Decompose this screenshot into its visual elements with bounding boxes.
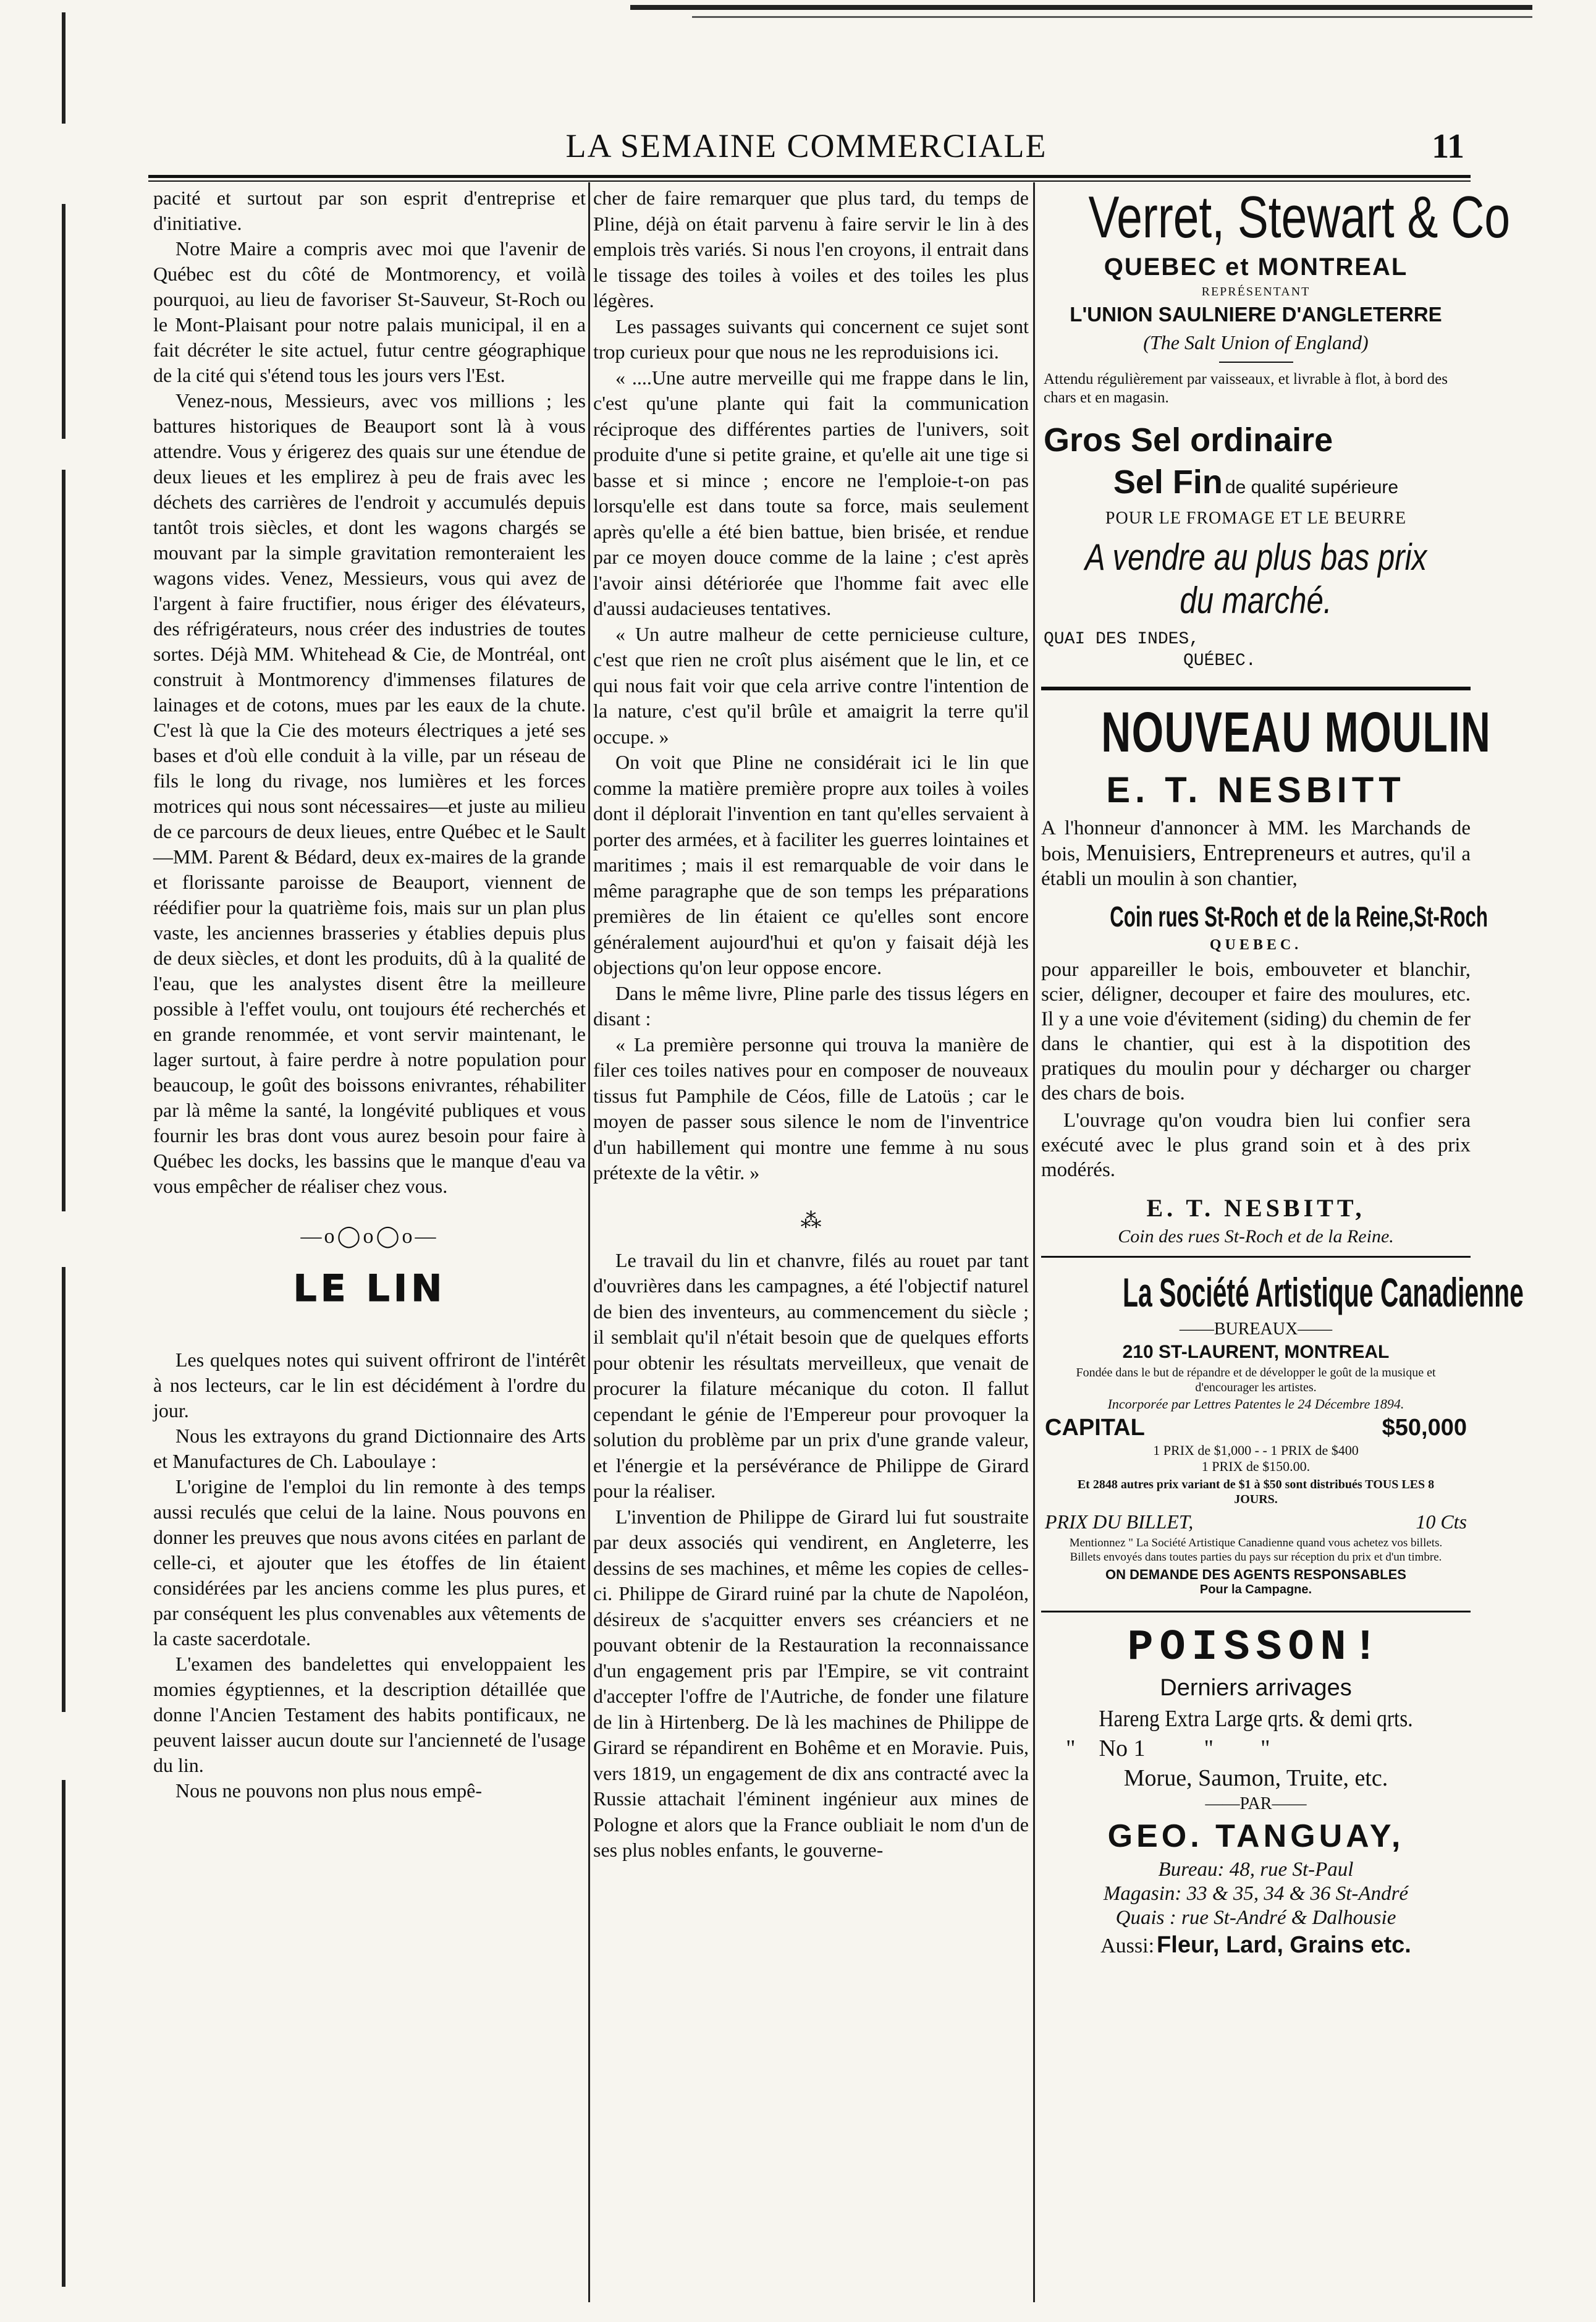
paragraph: « Un autre malheur de cette pernicieuse culture, c'est que rien ne croît plus aisément que le lin, et ce qui nous fait voir que cela arrive contre l'intention de la nature, c'est qu'il brûle et amaigrit la terre qu'il occupe. » [593,622,1029,748]
asterism: ⁂ [800,1209,822,1232]
ad-sel-fin: Sel Fin [1113,464,1223,501]
ad-nouveau-moulin [1041,701,1492,1247]
ad-societe-agents: ON DEMANDE DES AGENTS RESPONSABLES [1105,1567,1406,1582]
paragraph: L'examen des bandelettes qui enveloppaient les momies égyptiennes, et la description détaillée que donne l'Ancien Testament des habits pontificaux, ne peuvent laisser aucun doute sur l'ancienneté de l'usage du lin. [153,1653,586,1776]
ad-moulin-text-3: L'ouvrage qu'on voudra bien lui confier sera exécuté avec le plus grand soin et à des prix modérés. [1041,1109,1471,1181]
ad-delivery-note: Attendu régulièrement par vaisseaux, et livrable à flot, à bord des chars et en magasin. [1044,371,1448,406]
margin-mark [62,1267,65,1712]
ad-union-english: (The Salt Union of England) [1143,331,1369,354]
ad-usage: POUR LE FROMAGE ET LE BEURRE [1105,509,1407,528]
ad-poisson-name: GEO. TANGUAY, [1107,1818,1404,1854]
ad-address-2: QUÉBEC. [1183,651,1256,671]
section-title: LE LIN [293,1267,446,1310]
paragraph: L'invention de Philippe de Girard lui fut soustraite par deux associés qui vendirent, en Angleterre, les dessins de ses machines, et même les copies de celles-ci. Philippe de Girard ruiné par la chute de Napoléon, désireux de s'acquitter envers ses créanciers et ne pouvant obtenir de la Restauration la reconnaissance d'un engagement pris par l'Empire, se vit contraint d'accepter l'offre de l'Autriche, de fonder une filature de lin à Hirtenberg. De là les machines de Philippe de Girard se répandirent en Bohême et en Moravie. Puis, vers 1819, un engagement de dix ans contracté avec la Russie attachait l'éminent ingénieur aux mines de Pologne et alors que la France oubliait le nom d'un de ses plus nobles enfants, le gouverne- [593,1505,1029,1861]
ad-prizes-2: 1 PRIX de $150.00. [1201,1459,1311,1474]
ad-representing: REPRÉSENTANT [1201,285,1311,299]
margin-mark [62,12,65,124]
ad-poisson-aussi: Fleur, Lard, Grains etc. [1157,1932,1411,1958]
ad-cities: QUEBEC et MONTREAL [1104,253,1408,281]
column-1 [153,185,586,2299]
ad-societe-bureaux: ——BUREAUX—— [1179,1320,1333,1339]
ad-divider [1041,1611,1471,1612]
ad-societe-address: 210 ST-LAURENT, MONTREAL [1122,1342,1390,1362]
ad-billet-line [1045,1511,1467,1533]
ad-moulin-city: QUEBEC. [1209,937,1303,953]
ad-poisson-par: ——PAR—— [1205,1794,1307,1813]
ad-poisson [1041,1624,1471,1959]
column-3-ads [1041,184,1524,2299]
paragraph: Les quelques notes qui suivent offriront de l'intérêt à nos lecteurs, car le lin est décidément à l'ordre du jour. [153,1349,586,1422]
ad-moulin-text-1-big: Menuisiers, Entrepreneurs [1086,840,1335,866]
ad-moulin-text-1 [1041,816,1471,891]
ad-societe-incorporated: Incorporée par Lettres Patentes le 24 Décembre 1894. [1107,1396,1404,1412]
ad-billet-label: PRIX DU BILLET, [1045,1511,1194,1533]
newspaper-title: LA SEMAINE COMMERCIALE [565,127,1047,164]
ad-societe-founded: Fondée dans le but de répandre et de développer le goût de la musique et d'encourager les artistes. [1076,1366,1436,1394]
ad-divider [1041,687,1471,690]
header-rule [148,175,1471,178]
page-header [148,127,1464,170]
ad-societe-title: La Société Artistique Canadienne [1123,1269,1524,1315]
margin-mark [62,1780,65,2287]
ad-moulin-title: NOUVEAU MOULIN [1101,701,1492,764]
paragraph: pacité et surtout par son esprit d'entreprise et d'initiative. [153,187,586,234]
ad-capital-label: CAPITAL [1045,1415,1145,1441]
ad-moulin-text-1-post: et autres, qu'il a établi un moulin à son chantier, [1041,843,1471,890]
ad-poisson-aussi-label: Aussi: [1100,1934,1155,1957]
paragraph: Le travail du lin et chanvre, filés au rouet par tant d'ouvrières dans les campagnes, a été l'objectif naturel de bien des inventeurs, au commencement du siècle ; il semblait qu'il n'était besoin que de quelques efforts pour obtenir les résultats merveilleux, que venait de procurer la filature mécanique du coton. Il fallut cependant le génie de l'Empereur pour provoquer la solution du problème par un prix d'une grande valeur, et l'énergie et la persévérance de Philippe de Girard pour la réaliser. [593,1248,1029,1502]
ad-prizes-1: 1 PRIX de $1,000 - - 1 PRIX de $400 [1153,1443,1359,1458]
column-rule [1033,182,1035,2302]
ad-capital-line [1045,1415,1467,1441]
paragraph: L'origine de l'emploi du lin remonte à des temps aussi reculés que celui de la laine. Nous pouvons en donner les preuves que nous avons citées en parlant de celle-ci, et ajouter que les étoffes de lin étaient considérées par les anciens comme les plus pures, et par conséquent les plus convenables aux vêtements de la caste sacerdotale. [153,1475,586,1650]
ad-capital-value: $50,000 [1382,1415,1467,1441]
margin-mark [62,470,65,1211]
ad-moulin-sig-address: Coin des rues St-Roch et de la Reine. [1118,1226,1394,1247]
ad-poisson-title: POISSON! [1127,1624,1385,1672]
column-2 [593,185,1029,2299]
margin-mark [62,204,65,439]
paragraph: Notre Maire a compris avec moi que l'avenir de Québec est du côté de Montmorency, et voilà pourquoi, au lieu de favoriser St-Sauveur, St-Roch ou le Mont-Plaisant pour notre palais municipal, il en a fait décréter le site actuel, futur centre géographique de la cité qui s'étend tous les jours vers l'Est. [153,237,586,386]
paragraph: Les passages suivants qui concernent ce sujet sont trop curieux pour que nous ne les reproduisions ici. [593,315,1029,363]
ad-moulin-text-2: pour appareiller le bois, embouveter et blanchir, scier, déligner, decouper et faire des moulures, etc. Il y a une voie d'évitement (siding) du chemin de fer dans le chantier, qui est à la dispotition des pratiques du moulin pour y décharger ou charger des chars de bois. [1041,959,1471,1104]
ad-poisson-bureau: Bureau: 48, rue St-Paul [1158,1858,1354,1881]
ad-poisson-no1: " No 1 " " [1066,1735,1270,1761]
paragraph: Venez-nous, Messieurs, avec vos millions ; les battures historiques de Beauport sont là à vous attendre. Vous y érigerez des quais sur une étendue de deux lieues et les emplirez à peu de frais avec les déchets des carrières de l'endroit y accumulés depuis tantôt trois siècles, et dont les wagons chargés se mouvant par la simple gravitation remonteraient les wagons vides. Venez, Messieurs, vous qui avez de l'argent à faire fructifier, nous ériger des élévateurs, des réfrigérateurs, nous créer des industries de toutes sortes. Déjà MM. Whitehead & Cie, de Montréal, ont construit à Montmorency d'immenses filatures de lainages et de cotons, mues par les eaux de la chute. C'est là que la Cie des moteurs électriques a jeté ses bases et d'où elle conduit à la ville, par un réseau de fils le long du rivage, nos lumières et les forces motrices qui nous sont nécessaires—et juste au milieu de ce parcours de deux lieues, entre Québec et le Sault—MM. Parent & Bédard, deux ex-maires de la grande et florissante paroisse de Beauport, viennent de réédifier pour la quatrième fois, mais sur un plan plus vaste, les anciennes brasseries y établies depuis plus de deux siècles, et dont les produits, dû à la qualité de l'eau, que les analystes disent être la meilleure possible à l'effet voulu, ont toujours été recherchés et en grande renommée, et vont servir maintenant, le lager surtout, à faire perdre à notre population pour beaucoup, le goût des boissons enivrantes, réhabiliter par là même la santé, la longévité publiques et vous fournir les bras dont vous aurez besoin pour faire à Québec les docks, les bassins que le manque d'eau va vous empêcher de réaliser chez vous. [153,389,586,1197]
ad-poisson-quais: Quais : rue St-André & Dalhousie [1115,1907,1396,1929]
header-rule-thin [148,180,1471,182]
column-rule [588,182,590,2302]
ad-verret-stewart [1041,184,1510,671]
paragraph: Dans le même livre, Pline parle des tissus légers en disant : [593,981,1029,1030]
ad-moulin-owner: E. T. NESBITT [1106,770,1406,810]
ad-societe-campagne: Pour la Campagne. [1199,1583,1312,1596]
ad-moulin-corner: Coin rues St-Roch et de la Reine,St-Roch [1110,900,1488,933]
paragraph: Nous les extrayons du grand Dictionnaire des Arts et Manufactures de Ch. Laboulaye : [153,1425,586,1472]
paragraph: cher de faire remarquer que plus tard, du temps de Pline, déjà on était parvenu à faire servir le lin à des emplois très variés. Si nous l'en croyons, il entrait dans le tissage des toiles à voiles et des toiles les plus légères. [593,187,1029,311]
ad-moulin-text-1-pre: A l'honneur d'annoncer à MM. les Marchands de bois, [1041,817,1471,865]
top-border-rule [630,5,1532,10]
ad-sel-fin-line [1041,463,1471,501]
ad-union-name: L'UNION SAULNIERE D'ANGLETERRE [1070,303,1442,326]
paragraph: « ....Une autre merveille qui me frappe dans le lin, c'est qu'une plante qui fait la communication réciproque des différentes parties de l'univers, soit produite d'une si petite graine, et qu'elle ait une tige si basse et si mince ; encore ne l'emploie-t-on pas lorsqu'elle est dans toute sa force, mais seulement après qu'elle a été bien battue, bien brisée, et rendue par ce moyen douce comme de la laine ; c'est après l'avoir ainsi détériorée que l'homme fait avec elle d'aussi audacieuses tentatives. [593,366,1029,619]
top-border-rule-thin [692,16,1532,18]
ad-poisson-hareng: Hareng Extra Large qrts. & demi qrts. [1099,1706,1413,1732]
ad-divider [1041,1256,1471,1258]
ad-poisson-morue: Morue, Saumon, Truite, etc. [1123,1765,1388,1791]
paragraph: Nous ne pouvons non plus nous empê- [175,1779,482,1802]
ad-poisson-magasin: Magasin: 33 & 35, 34 & 36 St-André [1103,1883,1409,1905]
ad-sel-fin-quality: de qualité supérieure [1225,477,1399,498]
ad-gros-sel: Gros Sel ordinaire [1044,422,1333,459]
ad-prizes-3: Et 2848 autres prix variant de $1 à $50 sont distribués TOUS LES 8 JOURS. [1077,1478,1435,1506]
ad-sale-text: A vendre au plus bas prix du marché. [1084,536,1427,621]
ad-moulin-signature: E. T. NESBITT, [1146,1194,1366,1222]
section-separator: —o◯o◯o— [300,1225,439,1248]
paragraph: On voit que Pline ne considérait ici le lin que comme la matière première propre aux toiles à voiles dont il déplorait l'invention en tant qu'elles servaient à porter des armées, et à faciliter les guerres lointaines et maritimes ; mais il est remarquable de voir dans le même paragraphe que de son temps les préparations premières de lin étaient ce qu'elles sont encore généralement aujourd'hui et qu'on y faisait déjà les objections qu'on leur oppose encore. [593,751,1029,978]
ad-address-1: QUAI DES INDES, [1044,630,1200,649]
ad-billet-value: 10 Cts [1416,1511,1467,1533]
paragraph: « La première personne qui trouva la manière de filer ces toiles natives pour en composer de nouveaux tissus fut Pamphile de Céos, fille de Latoüs ; car le moyen de passer sous silence le nom de l'inventrice d'un habillement qui montre une femme à nu sous prétexte de la vêtir. » [593,1033,1029,1184]
ad-societe-artistique [1041,1269,1524,1597]
ad-poisson-aussi-line [1041,1932,1471,1959]
divider [1219,362,1293,363]
page-number: 11 [1432,127,1464,166]
ad-poisson-arrivals: Derniers arrivages [1160,1675,1352,1701]
ad-societe-mention: Mentionnez " La Société Artistique Canadienne quand vous achetez vos billets. Billets envoyés dans toutes parties du pays sur réception du prix et d'un timbre. [1069,1536,1443,1564]
ad-company-name: Verret, Stewart & Co [1088,184,1510,250]
